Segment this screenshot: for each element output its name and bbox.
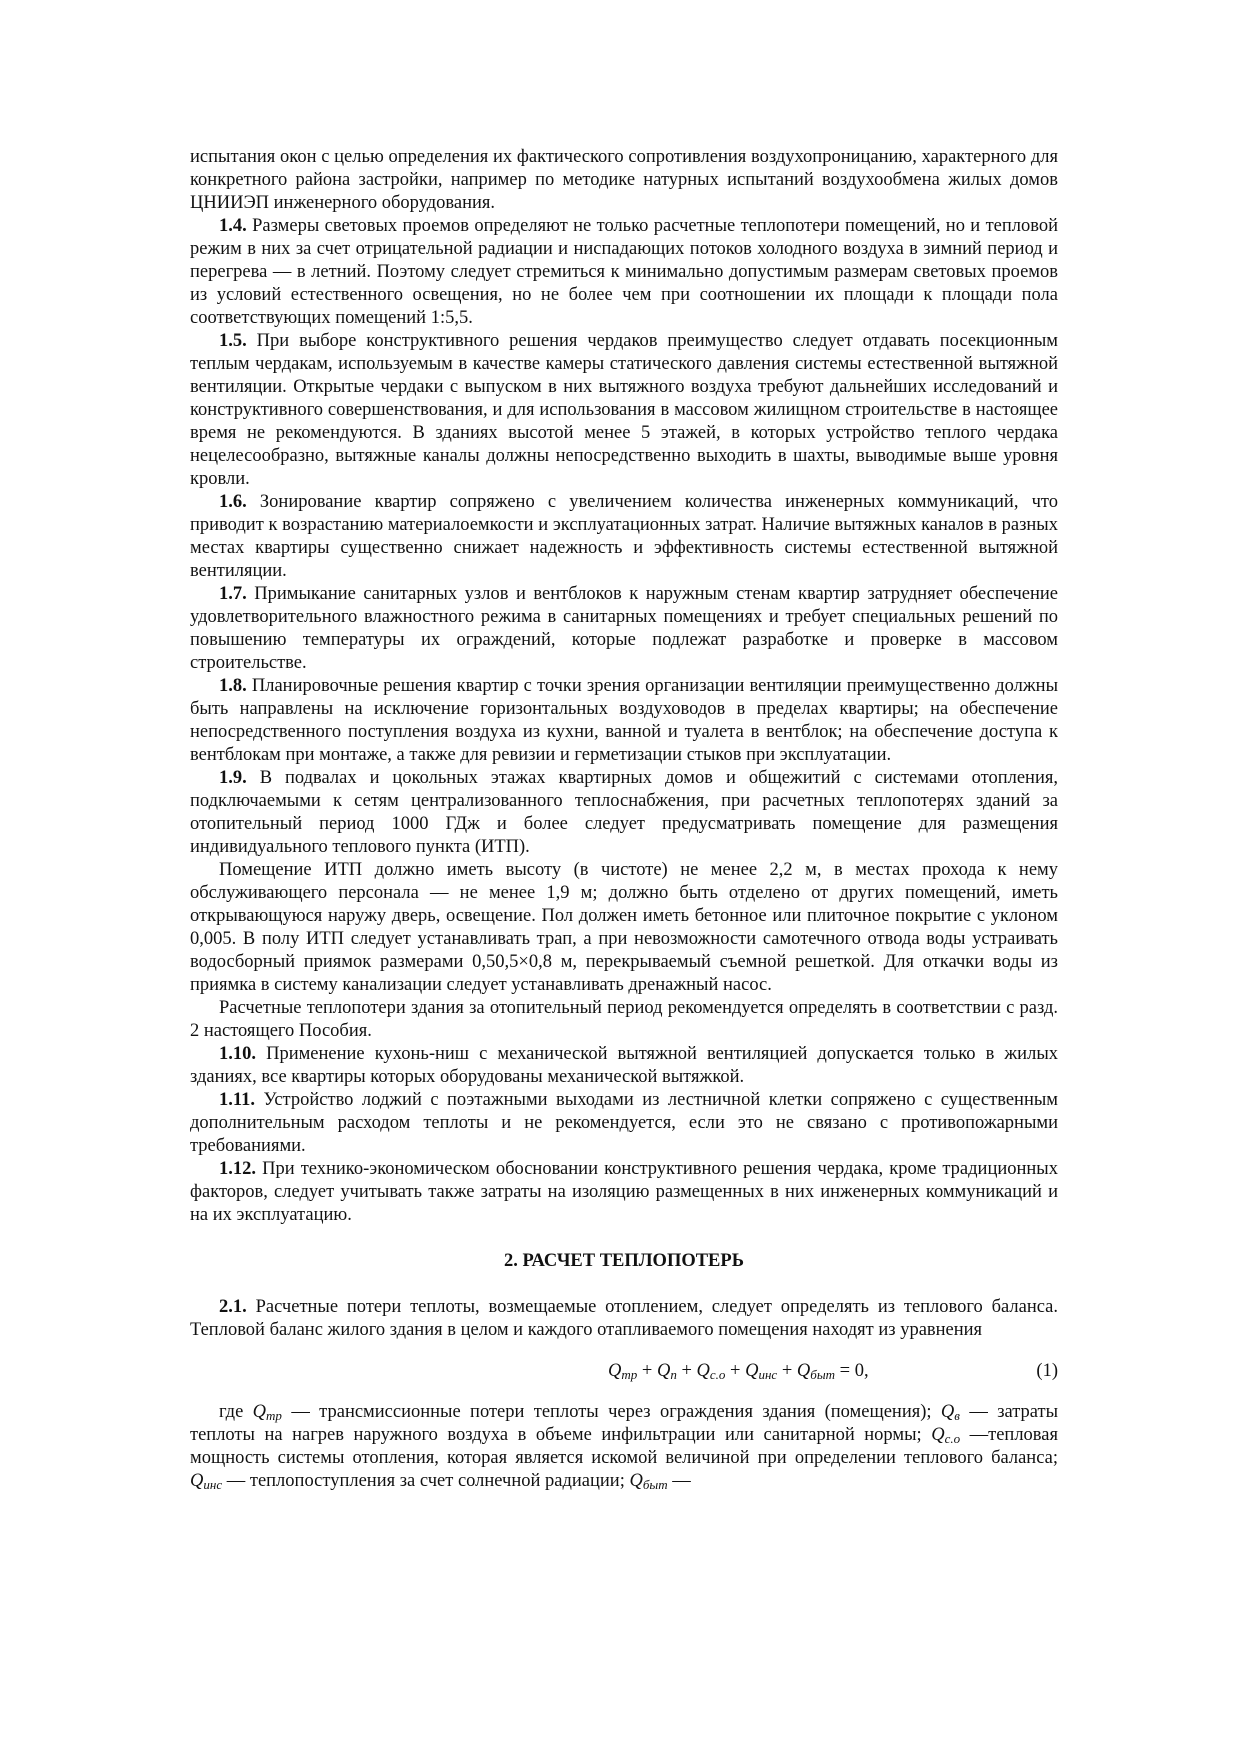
equation-number: (1): [1036, 1361, 1058, 1381]
paragraph-1-9: [190, 767, 1058, 859]
equation-expression: $Q_{тр} + Q_п + Q_{с.о} + Q_{инс} + Q_{быт} = 0$,: [608, 1361, 869, 1382]
item-text: Устройство лоджий с поэтажными выходами из лестничной клетки сопряжено с существенным дополнительным расходом теплоты и не рекомендуется, если это не связано с противопожарными требованиями.: [190, 1090, 1058, 1156]
paragraph-1-6: [190, 491, 1058, 583]
paragraph-itp-room: Помещение ИТП должно иметь высоту (в чистоте) не менее 2,2 м, в местах прохода к нему обслуживающего персонала — не менее 1,9 м; должно быть отделено от других помещений, иметь открывающуюся наружу дверь, освещение. Пол должен иметь бетонное или плиточное покрытие с уклоном 0,005. В полу ИТП следует устанавливать трап, а при невозможности самотечного отвода воды устраивать водосборный приямок размерами 0,50,5×0,8 м, перекрываемый съемной решеткой. Для откачки воды из приямка в систему канализации следует устанавливать дренажный насос.: [190, 860, 1058, 995]
equation-1: [190, 1360, 1058, 1383]
item-text: При технико-экономическом обосновании конструктивного решения чердака, кроме традиционных факторов, следует учитывать также затраты на изоляцию размещенных в них инженерных коммуникаций и на их эксплуатацию.: [190, 1159, 1058, 1225]
item-number: 1.7.: [219, 584, 247, 604]
paragraph-1-5: [190, 330, 1058, 491]
item-text: Примыкание санитарных узлов и вентблоков к наружным стенам квартир затрудняет обеспечение удовлетворительного влажностного режима в санитарных помещениях и требует специальных решений по повышению температуры их ограждений, которые подлежат разработке и проверке в массовом строительстве.: [190, 584, 1058, 673]
item-number: 1.9.: [219, 768, 247, 788]
section-heading: 2. РАСЧЕТ ТЕПЛОПОТЕРЬ: [504, 1251, 744, 1271]
paragraph-1-12: [190, 1158, 1058, 1227]
paragraph-heat-loss-calc: Расчетные теплопотери здания за отопительный период рекомендуется определять в соответствии с разд. 2 настоящего Пособия.: [190, 998, 1058, 1041]
intro-paragraph: испытания окон с целью определения их фактического сопротивления воздухопроницанию, характерного для конкретного района застройки, например по методике натурных испытаний воздухообмена жилых домов ЦНИИЭП инженерного оборудования.: [190, 147, 1058, 213]
item-text: Применение кухонь-ниш с механической вытяжной вентиляцией допускается только в жилых зданиях, все квартиры которых оборудованы механической вытяжкой.: [190, 1044, 1058, 1087]
item-text: В подвалах и цокольных этажах квартирных домов и общежитий с системами отопления, подключаемыми к сетям централизованного теплоснабжения, при расчетных теплопотерях зданий за отопительный период 1000 ГДж и более следует предусматривать помещение для размещения индивидуального теплового пункта (ИТП).: [190, 768, 1058, 857]
paragraph-definitions: где $Q_{тр}$ — трансмиссионные потери теплоты через ограждения здания (помещения); $Q_в$ — затраты теплоты на нагрев наружного воздуха в объеме инфильтрации или санитарной нормы; $Q_{с.о}$ —тепловая мощность системы отопления, которая является искомой величиной при определении теплового баланса; $Q_{инс}$ — теплопоступления за счет солнечной радиации; $Q_{быт}$ —: [190, 1402, 1059, 1492]
item-number: 1.5.: [219, 331, 247, 351]
item-text: Размеры световых проемов определяют не только расчетные теплопотери помещений, но и тепловой режим в них за счет отрицательной радиации и ниспадающих потоков холодного воздуха в зимний период и перегрева — в летний. Поэтому следует стремиться к минимально допустимым размерам световых проемов из условий естественного освещения, но не более чем при соотношении их площади к площади пола соответствующих помещений 1:5,5.: [190, 216, 1059, 328]
item-number: 1.8.: [219, 676, 247, 696]
paragraph-1-4: [190, 215, 1058, 330]
item-number: 2.1.: [219, 1297, 247, 1317]
item-text: Планировочные решения квартир с точки зрения организации вентиляции преимущественно должны быть направлены на исключение горизонтальных воздуховодов в пределах квартиры; на обеспечение непосредственного поступления воздуха из кухни, ванной и туалета в вентблок; на обеспечение доступа к вентблокам при монтаже, а также для ревизии и герметизации стыков при эксплуатации.: [190, 676, 1058, 765]
paragraph-1-11: [190, 1089, 1058, 1158]
item-number: 1.6.: [219, 492, 247, 512]
item-number: 1.12.: [219, 1159, 256, 1179]
item-number: 1.10.: [219, 1044, 256, 1064]
item-text: Расчетные потери теплоты, возмещаемые отоплением, следует определять из теплового баланса. Тепловой баланс жилого здания в целом и каждого отапливаемого помещения находят из уравнения: [190, 1297, 1059, 1340]
item-number: 1.4.: [219, 216, 247, 236]
item-text: Зонирование квартир сопряжено с увеличением количества инженерных коммуникаций, что приводит к возрастанию материалоемкости и эксплуатационных затрат. Наличие вытяжных каналов в разных местах квартиры существенно снижает надежность и эффективность системы естественной вытяжной вентиляции.: [190, 492, 1058, 581]
document-page: [190, 146, 1058, 1493]
paragraph-1-10: [190, 1043, 1058, 1089]
item-text: При выборе конструктивного решения чердаков преимущество следует отдавать посекционным теплым чердакам, используемым в качестве камеры статического давления системы естественной вытяжной вентиляции. Открытые чердаки с выпуском в них вытяжного воздуха требуют дальнейших исследований и конструктивного совершенствования, и для использования в массовом жилищном строительстве в настоящее время не рекомендуются. В зданиях высотой менее 5 этажей, в которых устройство теплого чердака нецелесообразно, вытяжные каналы должны непосредственно выходить в шахты, выводимые выше уровня кровли.: [190, 331, 1059, 489]
item-number: 1.11.: [219, 1090, 255, 1110]
paragraph-1-7: [190, 583, 1058, 675]
paragraph-2-1: [190, 1296, 1058, 1342]
paragraph-1-8: [190, 675, 1058, 767]
